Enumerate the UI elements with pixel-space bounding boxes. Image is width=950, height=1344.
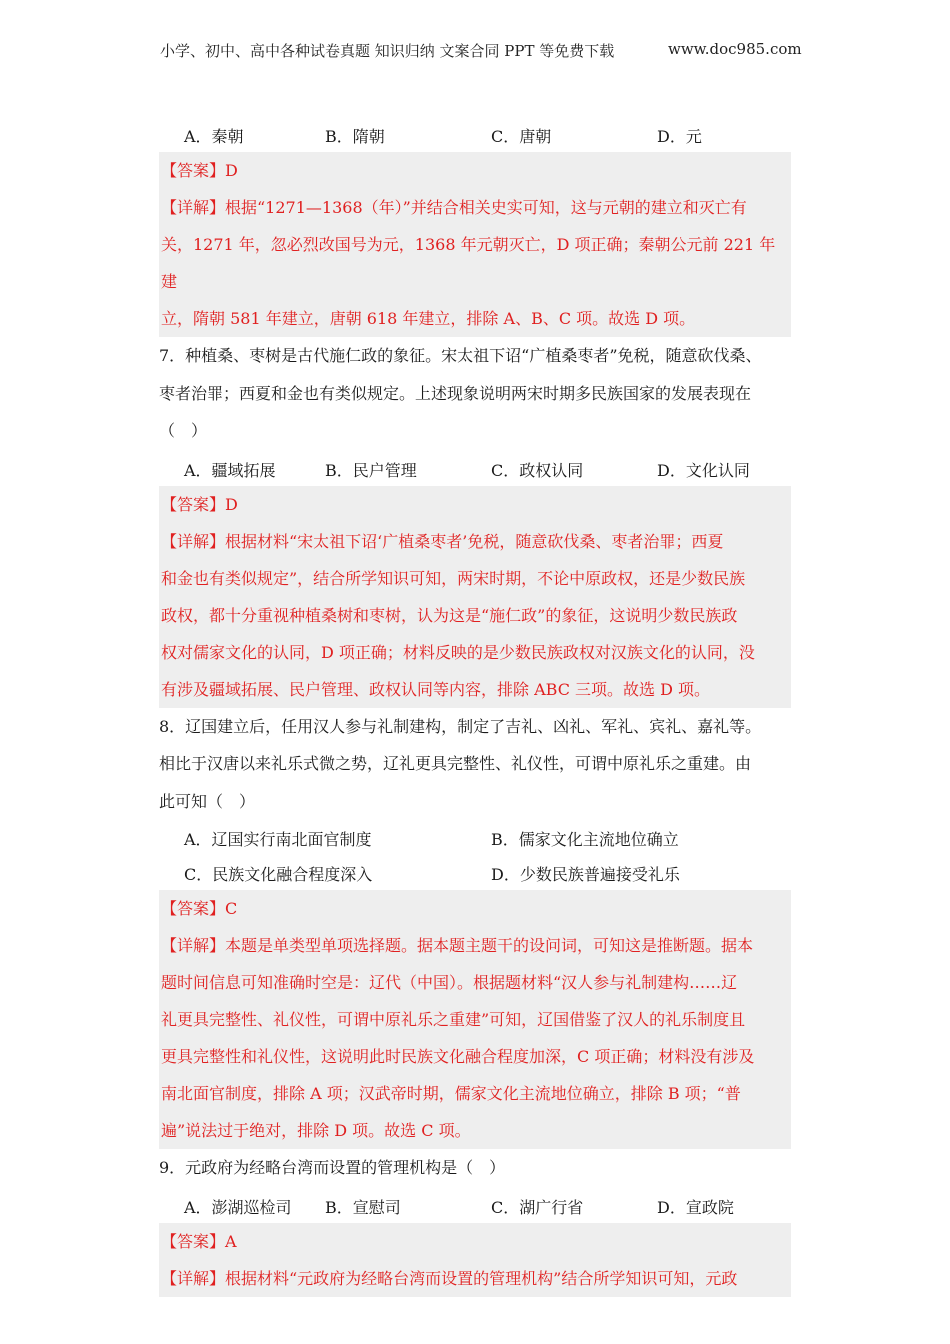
q9-detail-line: 【详解】根据材料“元政府为经略台湾而设置的管理机构”结合所学知识可知，元政 [161,1268,738,1288]
q7-detail-line: 和金也有类似规定”，结合所学知识可知，两宋时期，不论中原政权，还是少数民族 [161,568,746,588]
q8-answer-block [159,890,791,1149]
q6-option-d: D．元 [657,127,702,146]
q9-answer-block [159,1223,791,1297]
q9-option-a: A．澎湖巡检司 [184,1197,292,1217]
q9-options [159,1187,791,1223]
q6-options [159,116,791,152]
q7-stem-line: 7．种植桑、枣树是古代施仁政的象征。宋太祖下诏“广植桑枣者”免税，随意砍伐桑、 [159,346,762,365]
q7-stem-line: 枣者治罪；西夏和金也有类似规定。上述现象说明两宋时期多民族国家的发展表现在 [159,383,752,403]
document-body [159,116,791,1297]
q7-option-d: D．文化认同 [657,460,750,480]
q8-option-d: D．少数民族普遍接受礼乐 [491,865,680,884]
q6-option-b: B．隋朝 [325,127,385,146]
q8-option-c: C．民族文化融合程度深入 [184,865,373,884]
q8-detail-line: 南北面官制度，排除 A 项；汉武帝时期，儒家文化主流地位确立，排除 B 项；“普 [161,1084,741,1103]
q8-options-row2 [159,855,791,890]
q8-option-a: A．辽国实行南北面官制度 [184,830,372,849]
q8-stem-line: 此可知（ ） [159,791,256,811]
q7-option-a: A．疆域拓展 [184,460,276,480]
q8-detail-line: 【详解】本题是单类型单项选择题。据本题主题干的设问词，可知这是推断题。据本 [161,936,754,955]
q8-answer: 【答案】C [161,899,238,918]
q7-answer-block [159,486,791,708]
q6-option-a: A．秦朝 [184,127,244,146]
q6-answer: 【答案】D [161,161,238,180]
q7-option-c: C．政权认同 [491,460,584,480]
q8-stem [159,708,791,821]
q6-detail-line: 立，隋朝 581 年建立，唐朝 618 年建立，排除 A、B、C 项。故选 D 项。 [161,309,696,328]
q8-stem-line: 相比于汉唐以来礼乐式微之势，辽礼更具完整性、礼仪性，可谓中原礼乐之重建。由 [159,754,752,773]
q7-detail-line: 政权，都十分重视种植桑树和枣树，认为这是“施仁政”的象征，这说明少数民族政 [161,605,738,625]
q7-stem-line: （ ） [159,421,208,440]
header-site: www.doc985.com [668,40,802,58]
q7-option-b: B．民户管理 [325,460,417,480]
q7-detail-line: 有涉及疆域拓展、民户管理、政权认同等内容，排除 ABC 三项。故选 D 项。 [161,679,711,699]
q7-answer: 【答案】D [161,494,238,514]
q6-detail-line: 关，1271 年，忽必烈改国号为元，1368 年元朝灭亡，D 项正确；秦朝公元前 221 年建 [161,235,776,291]
q8-detail-line: 遍”说法过于绝对，排除 D 项。故选 C 项。 [161,1121,471,1140]
page-header [160,40,800,61]
q8-detail-line: 更具完整性和礼仪性，这说明此时民族文化融合程度加深，C 项正确；材料没有涉及 [161,1047,755,1066]
q6-option-c: C．唐朝 [491,127,552,146]
q9-stem [159,1149,791,1187]
q7-stem [159,337,791,450]
q8-stem-line: 8．辽国建立后，任用汉人参与礼制建构，制定了吉礼、凶礼、军礼、宾礼、嘉礼等。 [159,716,762,736]
header-text: 小学、初中、高中各种试卷真题 知识归纳 文案合同 PPT 等免费下载 [160,42,615,60]
q8-options-row1 [159,820,791,855]
q9-answer: 【答案】A [161,1231,237,1251]
q8-detail-line: 题时间信息可知准确时空是：辽代（中国）。根据题材料“汉人参与礼制建构……辽 [161,973,738,992]
q8-option-b: B．儒家文化主流地位确立 [491,830,679,849]
q6-answer-block [159,152,791,337]
q7-detail-line: 权对儒家文化的认同，D 项正确；材料反映的是少数民族政权对汉族文化的认同，没 [161,642,755,662]
q7-options [159,450,791,486]
q8-detail-line: 礼更具完整性、礼仪性，可谓中原礼乐之重建”可知，辽国借鉴了汉人的礼乐制度且 [161,1010,746,1029]
q9-option-c: C．湖广行省 [491,1197,584,1217]
q9-stem-line: 9．元政府为经略台湾而设置的管理机构是（ ） [159,1158,506,1177]
q6-detail-line: 【详解】根据“1271—1368（年）”并结合相关史实可知，这与元朝的建立和灭亡有 [161,198,747,217]
q9-option-d: D．宣政院 [657,1197,734,1217]
q9-option-b: B．宣慰司 [325,1197,401,1217]
q7-detail-line: 【详解】根据材料“宋太祖下诏‘广植桑枣者’免税，随意砍伐桑、枣者治罪；西夏 [161,531,724,551]
